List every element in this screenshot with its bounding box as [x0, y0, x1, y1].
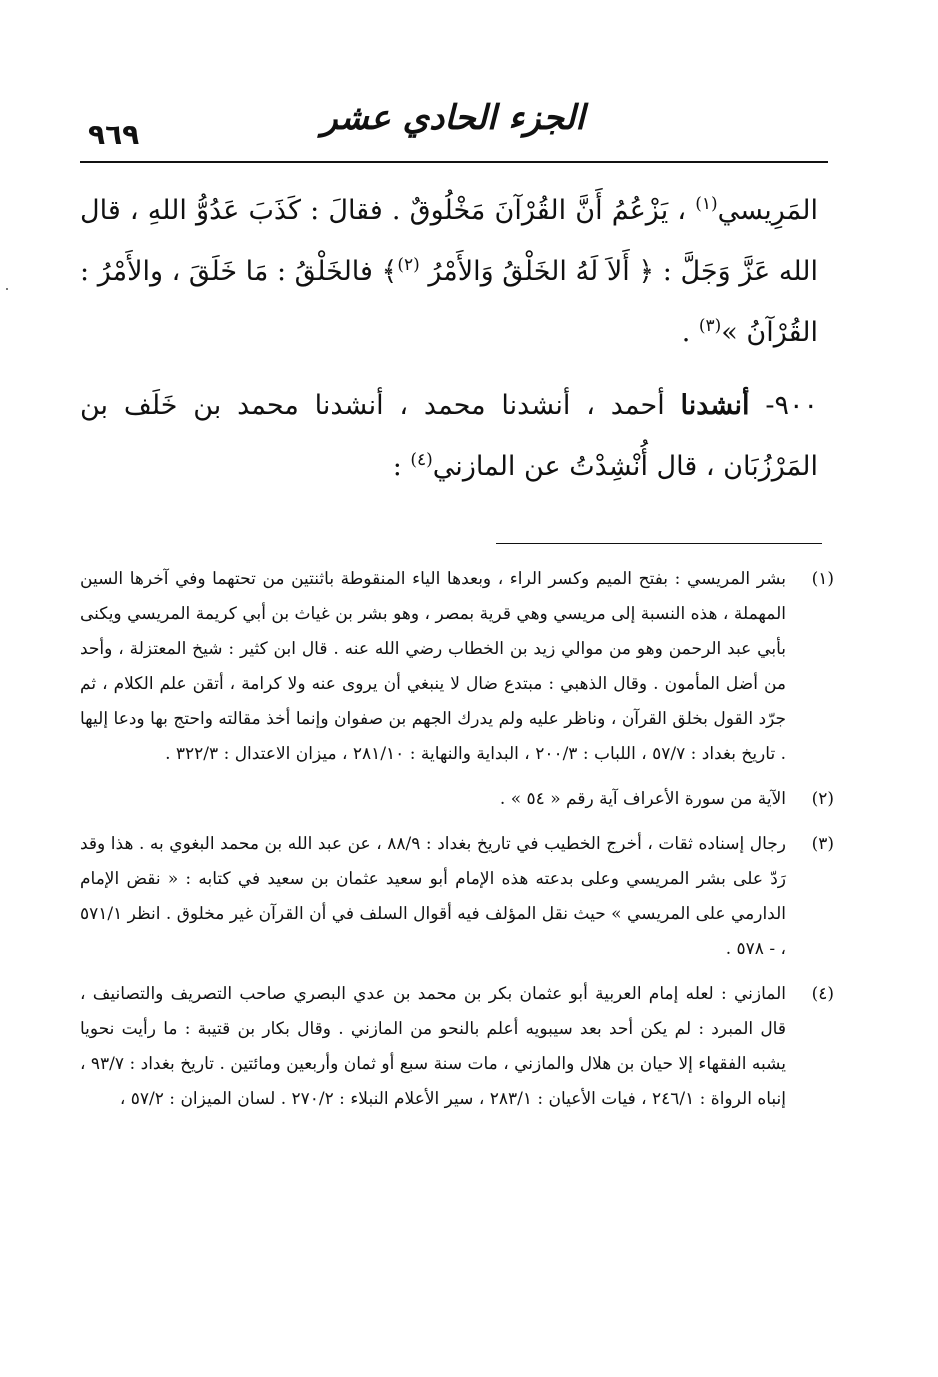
- footnote-ref-3[interactable]: (٣): [698, 316, 722, 336]
- footnote-ref-1[interactable]: (١): [695, 194, 718, 214]
- footnote-ref-4[interactable]: (٤): [410, 450, 433, 470]
- footnote-number: (٣): [811, 834, 834, 854]
- footnote-text: بشر المريسي : بفتح الميم وكسر الراء ، وبعدها الياء المنقوطة باثنتين من تحتهما وفي آخرها السين المهملة ، هذه النسبة إلى مريسي وهي قرية بمصر ، وهو بشر بن غياث بن أبي كريمة المريسي ويكنى بأبي عبد الرحمن وهو من موالي زيد بن الخطاب رضي الله عنه . قال ابن كثير : شيخ المعتزلة ، وأحد من أضل المأمون . وقال الذهبي : مبتدع ضال لا ينبغي أن يروى عنه ولا كرامة ، أتقن علم الكلام ، ثم جرّد القول بخلق القرآن ، وناظر عليه ولم يدرك الجهم بن صفوان وإنما أخذ مقالته واحتج بها ودعا إليها . تاريخ بغداد : ٥٧/٧ ، اللباب : ٢٠٠/٣ ، البداية والنهاية : ٢٨١/١٠ ، ميزان الاعتدال : ٣٢٢/٣ .: [80, 569, 786, 764]
- scan-speck: [6, 288, 8, 290]
- footnote-ref-2[interactable]: (٢): [397, 255, 420, 275]
- footnote-4: [80, 977, 834, 1117]
- footnotes: [80, 562, 834, 1127]
- page-number: ٩٦٩: [88, 118, 140, 151]
- narration-number: ٩٠٠-: [749, 390, 818, 421]
- text-segment: ﴾ فالخَلْقُ : مَا خَلَقَ ، والأَمْرُ : القُرْآنُ »: [80, 256, 818, 348]
- footnote-number: (٢): [811, 789, 834, 809]
- narration-900: [80, 375, 818, 497]
- text-segment: أحمد ، أنشدنا محمد ، أنشدنا محمد بن خَلَف بن المَرْزُبَان ، قال أُنْشِدْتُ عن المازني: [80, 390, 818, 482]
- footnote-text: الآية من سورة الأعراف آية رقم « ٥٤ » .: [499, 789, 786, 809]
- footnote-1: [80, 562, 834, 772]
- footnote-2: [80, 782, 834, 817]
- footnote-number: (١): [811, 569, 834, 589]
- text-segment: ، يَزْعُمُ أَنَّ القُرْآنَ مَخْلُوقٌ . فقالَ : كَذَبَ عَدُوُّ اللهِ ، قال الله عَزَّ وَجَلَّ : ﴿ أَلاَ لَهُ الخَلْقُ وَالأَمْرُ: [80, 195, 819, 287]
- paragraph-1: [80, 180, 818, 363]
- narration-lead-word: أنشدنا: [680, 390, 750, 421]
- footnote-3: [80, 827, 834, 967]
- footnote-separator: [496, 543, 822, 544]
- part-title: الجزء الحادي عشر: [321, 98, 585, 138]
- text-segment: :: [392, 451, 411, 482]
- footnote-text: رجال إسناده ثقات ، أخرج الخطيب في تاريخ بغداد : ٨٨/٩ ، عن عبد الله بن محمد البغوي به . هذا وقد رَدّ على بشر المريسي وعلى بدعته هذه الإمام أبو سعيد عثمان بن سعيد في كتابه : « نقض الإمام الدارمي على المريسي » حيث نقل المؤلف فيه أقوال السلف في أن القرآن غير مخلوق . انظر ٥٧١/١ ، - ٥٧٨ .: [80, 834, 786, 959]
- page-header: [80, 92, 826, 158]
- header-rule: [80, 161, 828, 163]
- text-segment: المَرِيسي: [717, 195, 818, 226]
- main-text: [80, 180, 818, 497]
- text-segment: .: [681, 317, 699, 348]
- footnote-text: المازني : لعله إمام العربية أبو عثمان بكر بن محمد بن عدي البصري صاحب التصريف والتصانيف ، قال المبرد : لم يكن أحد بعد سيبويه أعلم بالنحو من المازني . وقال بكار بن قتيبة : ما رأيت نحويا يشبه الفقهاء إلا حيان بن هلال والمازني ، مات سنة سبع أو ثمان وأربعين ومائتين . تاريخ بغداد : ٩٣/٧ ، إنباه الرواة : ٢٤٦/١ ، فيات الأعيان : ٢٨٣/١ ، سير الأعلام النبلاء : ٢٧٠/٢ . لسان الميزان : ٥٧/٢ ،: [80, 984, 787, 1109]
- footnote-number: (٤): [811, 984, 834, 1004]
